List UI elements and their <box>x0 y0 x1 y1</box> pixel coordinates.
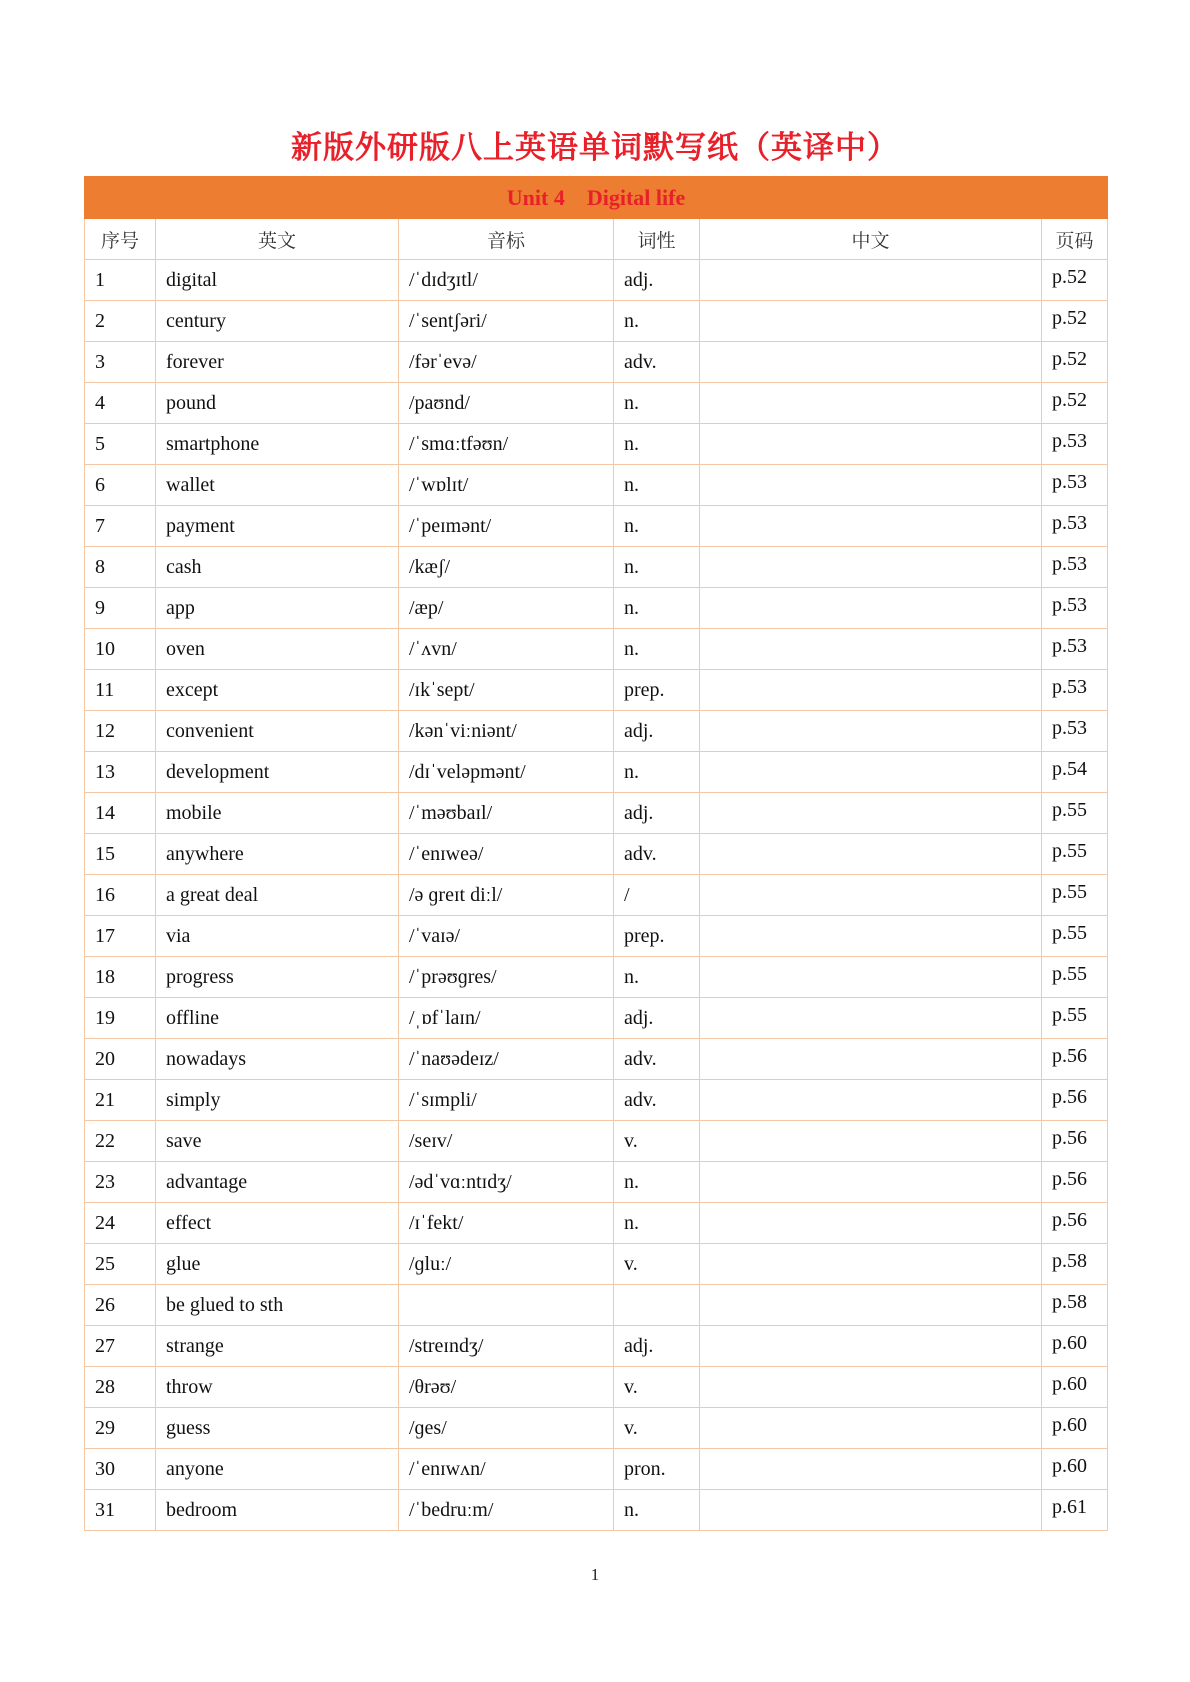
cell-chinese-answer[interactable] <box>700 383 1042 424</box>
cell-english: save <box>156 1121 399 1162</box>
cell-part-of-speech: v. <box>614 1244 700 1285</box>
table-row <box>85 1285 1108 1326</box>
cell-phonetic: /ˈvaɪə/ <box>399 916 614 957</box>
cell-part-of-speech: v. <box>614 1408 700 1449</box>
cell-number: 7 <box>85 506 156 547</box>
cell-chinese-answer[interactable] <box>700 998 1042 1039</box>
cell-part-of-speech: n. <box>614 547 700 588</box>
cell-english: guess <box>156 1408 399 1449</box>
cell-english: mobile <box>156 793 399 834</box>
cell-page: p.53 <box>1042 506 1108 547</box>
cell-english: throw <box>156 1367 399 1408</box>
cell-chinese-answer[interactable] <box>700 260 1042 301</box>
cell-phonetic: /ədˈvɑːntɪdʒ/ <box>399 1162 614 1203</box>
cell-chinese-answer[interactable] <box>700 1408 1042 1449</box>
cell-page: p.52 <box>1042 383 1108 424</box>
header-phonetic: 音标 <box>399 219 614 260</box>
cell-page: p.55 <box>1042 834 1108 875</box>
table-row <box>85 998 1108 1039</box>
cell-english: bedroom <box>156 1490 399 1531</box>
table-row <box>85 301 1108 342</box>
cell-number: 24 <box>85 1203 156 1244</box>
cell-english: glue <box>156 1244 399 1285</box>
table-row <box>85 506 1108 547</box>
cell-chinese-answer[interactable] <box>700 1449 1042 1490</box>
cell-part-of-speech: n. <box>614 752 700 793</box>
cell-part-of-speech: n. <box>614 588 700 629</box>
cell-phonetic: /ˈenɪweə/ <box>399 834 614 875</box>
cell-page: p.56 <box>1042 1121 1108 1162</box>
cell-part-of-speech: n. <box>614 383 700 424</box>
cell-chinese-answer[interactable] <box>700 1326 1042 1367</box>
header-part-of-speech: 词性 <box>614 219 700 260</box>
cell-part-of-speech: prep. <box>614 916 700 957</box>
cell-english: oven <box>156 629 399 670</box>
cell-phonetic: /ˈdɪdʒɪtl/ <box>399 260 614 301</box>
cell-phonetic: /paʊnd/ <box>399 383 614 424</box>
cell-english: progress <box>156 957 399 998</box>
cell-part-of-speech: n. <box>614 1203 700 1244</box>
cell-number: 14 <box>85 793 156 834</box>
table-row <box>85 793 1108 834</box>
cell-chinese-answer[interactable] <box>700 506 1042 547</box>
cell-page: p.56 <box>1042 1039 1108 1080</box>
cell-chinese-answer[interactable] <box>700 1285 1042 1326</box>
cell-number: 16 <box>85 875 156 916</box>
cell-page: p.60 <box>1042 1408 1108 1449</box>
cell-chinese-answer[interactable] <box>700 670 1042 711</box>
cell-number: 28 <box>85 1367 156 1408</box>
cell-english: convenient <box>156 711 399 752</box>
cell-page: p.53 <box>1042 711 1108 752</box>
cell-chinese-answer[interactable] <box>700 1244 1042 1285</box>
cell-part-of-speech: adj. <box>614 1326 700 1367</box>
cell-part-of-speech: v. <box>614 1121 700 1162</box>
cell-phonetic: /streɪndʒ/ <box>399 1326 614 1367</box>
table-row <box>85 916 1108 957</box>
cell-page: p.60 <box>1042 1449 1108 1490</box>
cell-chinese-answer[interactable] <box>700 1203 1042 1244</box>
cell-chinese-answer[interactable] <box>700 547 1042 588</box>
cell-number: 12 <box>85 711 156 752</box>
table-row <box>85 711 1108 752</box>
cell-page: p.53 <box>1042 465 1108 506</box>
cell-english: century <box>156 301 399 342</box>
cell-phonetic: /ˈnaʊədeɪz/ <box>399 1039 614 1080</box>
cell-phonetic: /ˈbedruːm/ <box>399 1490 614 1531</box>
table-row <box>85 629 1108 670</box>
cell-english: offline <box>156 998 399 1039</box>
cell-page: p.52 <box>1042 342 1108 383</box>
cell-part-of-speech: n. <box>614 424 700 465</box>
cell-chinese-answer[interactable] <box>700 1080 1042 1121</box>
cell-part-of-speech: n. <box>614 301 700 342</box>
table-row <box>85 260 1108 301</box>
cell-phonetic: /ɪkˈsept/ <box>399 670 614 711</box>
cell-part-of-speech: adj. <box>614 998 700 1039</box>
cell-chinese-answer[interactable] <box>700 957 1042 998</box>
table-row <box>85 1162 1108 1203</box>
cell-phonetic: /ə ɡreɪt diːl/ <box>399 875 614 916</box>
column-header-row <box>85 219 1108 260</box>
table-row <box>85 752 1108 793</box>
cell-chinese-answer[interactable] <box>700 752 1042 793</box>
table-row <box>85 957 1108 998</box>
cell-phonetic: /ˈməʊbaɪl/ <box>399 793 614 834</box>
cell-english: anyone <box>156 1449 399 1490</box>
cell-english: via <box>156 916 399 957</box>
cell-chinese-answer[interactable] <box>700 465 1042 506</box>
cell-english: payment <box>156 506 399 547</box>
vocabulary-table <box>84 176 1108 1531</box>
cell-number: 18 <box>85 957 156 998</box>
cell-page: p.58 <box>1042 1285 1108 1326</box>
cell-number: 13 <box>85 752 156 793</box>
cell-phonetic: /ˈsentʃəri/ <box>399 301 614 342</box>
cell-number: 15 <box>85 834 156 875</box>
cell-number: 4 <box>85 383 156 424</box>
cell-english: forever <box>156 342 399 383</box>
cell-number: 11 <box>85 670 156 711</box>
table-row <box>85 383 1108 424</box>
header-chinese: 中文 <box>700 219 1042 260</box>
cell-page: p.53 <box>1042 670 1108 711</box>
cell-part-of-speech: n. <box>614 1490 700 1531</box>
cell-english: digital <box>156 260 399 301</box>
cell-part-of-speech <box>614 1285 700 1326</box>
cell-phonetic: /æp/ <box>399 588 614 629</box>
cell-number: 29 <box>85 1408 156 1449</box>
cell-chinese-answer[interactable] <box>700 875 1042 916</box>
cell-phonetic: /ˈsɪmpli/ <box>399 1080 614 1121</box>
cell-number: 1 <box>85 260 156 301</box>
table-row <box>85 588 1108 629</box>
document-title: 新版外研版八上英语单词默写纸（英译中） <box>291 130 899 166</box>
cell-chinese-answer[interactable] <box>700 424 1042 465</box>
cell-page: p.56 <box>1042 1080 1108 1121</box>
header-page: 页码 <box>1042 219 1108 260</box>
cell-page: p.56 <box>1042 1203 1108 1244</box>
cell-phonetic <box>399 1285 614 1326</box>
page-number: 1 <box>590 1565 600 1584</box>
table-row <box>85 342 1108 383</box>
cell-page: p.53 <box>1042 588 1108 629</box>
cell-part-of-speech: n. <box>614 1162 700 1203</box>
cell-page: p.55 <box>1042 793 1108 834</box>
cell-part-of-speech: adj. <box>614 793 700 834</box>
cell-part-of-speech: n. <box>614 957 700 998</box>
cell-part-of-speech: / <box>614 875 700 916</box>
cell-english: app <box>156 588 399 629</box>
cell-phonetic: /ˈsmɑːtfəʊn/ <box>399 424 614 465</box>
cell-phonetic: /ɡluː/ <box>399 1244 614 1285</box>
cell-part-of-speech: adv. <box>614 1080 700 1121</box>
cell-page: p.53 <box>1042 629 1108 670</box>
table-row <box>85 465 1108 506</box>
cell-phonetic: /fərˈevə/ <box>399 342 614 383</box>
cell-phonetic: /ˈprəʊɡres/ <box>399 957 614 998</box>
cell-phonetic: /seɪv/ <box>399 1121 614 1162</box>
table-row <box>85 1367 1108 1408</box>
cell-phonetic: /ˈʌvn/ <box>399 629 614 670</box>
cell-number: 6 <box>85 465 156 506</box>
cell-english: smartphone <box>156 424 399 465</box>
cell-part-of-speech: n. <box>614 629 700 670</box>
cell-page: p.52 <box>1042 301 1108 342</box>
cell-chinese-answer[interactable] <box>700 916 1042 957</box>
table-row <box>85 1490 1108 1531</box>
cell-number: 31 <box>85 1490 156 1531</box>
cell-chinese-answer[interactable] <box>700 1039 1042 1080</box>
cell-english: effect <box>156 1203 399 1244</box>
header-number: 序号 <box>85 219 156 260</box>
cell-page: p.52 <box>1042 260 1108 301</box>
cell-chinese-answer[interactable] <box>700 342 1042 383</box>
cell-english: advantage <box>156 1162 399 1203</box>
cell-english: anywhere <box>156 834 399 875</box>
cell-part-of-speech: prep. <box>614 670 700 711</box>
table-row <box>85 1244 1108 1285</box>
cell-part-of-speech: n. <box>614 506 700 547</box>
cell-english: simply <box>156 1080 399 1121</box>
cell-part-of-speech: pron. <box>614 1449 700 1490</box>
cell-page: p.53 <box>1042 424 1108 465</box>
table-row <box>85 1408 1108 1449</box>
cell-number: 9 <box>85 588 156 629</box>
table-row <box>85 547 1108 588</box>
table-row <box>85 875 1108 916</box>
cell-phonetic: /ˈenɪwʌn/ <box>399 1449 614 1490</box>
cell-number: 2 <box>85 301 156 342</box>
cell-page: p.53 <box>1042 547 1108 588</box>
cell-part-of-speech: adv. <box>614 342 700 383</box>
cell-english: pound <box>156 383 399 424</box>
cell-number: 30 <box>85 1449 156 1490</box>
cell-english: except <box>156 670 399 711</box>
cell-chinese-answer[interactable] <box>700 834 1042 875</box>
cell-chinese-answer[interactable] <box>700 711 1042 752</box>
cell-chinese-answer[interactable] <box>700 588 1042 629</box>
cell-page: p.55 <box>1042 998 1108 1039</box>
cell-part-of-speech: adj. <box>614 260 700 301</box>
cell-number: 5 <box>85 424 156 465</box>
cell-number: 3 <box>85 342 156 383</box>
cell-phonetic: /ˈwɒlɪt/ <box>399 465 614 506</box>
cell-page: p.55 <box>1042 957 1108 998</box>
cell-english: a great deal <box>156 875 399 916</box>
cell-english: strange <box>156 1326 399 1367</box>
cell-number: 27 <box>85 1326 156 1367</box>
cell-page: p.60 <box>1042 1367 1108 1408</box>
table-row <box>85 670 1108 711</box>
cell-english: cash <box>156 547 399 588</box>
cell-phonetic: /ˈpeɪmənt/ <box>399 506 614 547</box>
cell-page: p.55 <box>1042 916 1108 957</box>
table-row <box>85 1039 1108 1080</box>
cell-chinese-answer[interactable] <box>700 629 1042 670</box>
cell-english: nowadays <box>156 1039 399 1080</box>
cell-number: 23 <box>85 1162 156 1203</box>
cell-part-of-speech: n. <box>614 465 700 506</box>
table-row <box>85 834 1108 875</box>
cell-part-of-speech: adv. <box>614 834 700 875</box>
cell-page: p.60 <box>1042 1326 1108 1367</box>
cell-number: 10 <box>85 629 156 670</box>
cell-page: p.58 <box>1042 1244 1108 1285</box>
cell-phonetic: /dɪˈveləpmənt/ <box>399 752 614 793</box>
unit-title: Unit 4 Digital life <box>85 177 1108 219</box>
cell-page: p.55 <box>1042 875 1108 916</box>
cell-number: 8 <box>85 547 156 588</box>
cell-phonetic: /kæʃ/ <box>399 547 614 588</box>
cell-page: p.54 <box>1042 752 1108 793</box>
table-row <box>85 424 1108 465</box>
cell-chinese-answer[interactable] <box>700 1121 1042 1162</box>
table-row <box>85 1326 1108 1367</box>
cell-number: 21 <box>85 1080 156 1121</box>
cell-phonetic: /ɡes/ <box>399 1408 614 1449</box>
cell-phonetic: /ˌɒfˈlaɪn/ <box>399 998 614 1039</box>
cell-part-of-speech: v. <box>614 1367 700 1408</box>
unit-header-row <box>85 177 1108 219</box>
cell-page: p.61 <box>1042 1490 1108 1531</box>
cell-part-of-speech: adv. <box>614 1039 700 1080</box>
cell-phonetic: /ɪˈfekt/ <box>399 1203 614 1244</box>
table-row <box>85 1203 1108 1244</box>
cell-page: p.56 <box>1042 1162 1108 1203</box>
cell-chinese-answer[interactable] <box>700 301 1042 342</box>
table-row <box>85 1080 1108 1121</box>
cell-english: be glued to sth <box>156 1285 399 1326</box>
cell-part-of-speech: adj. <box>614 711 700 752</box>
cell-english: wallet <box>156 465 399 506</box>
table-row <box>85 1449 1108 1490</box>
header-english: 英文 <box>156 219 399 260</box>
cell-number: 22 <box>85 1121 156 1162</box>
cell-phonetic: /kənˈviːniənt/ <box>399 711 614 752</box>
cell-number: 19 <box>85 998 156 1039</box>
cell-number: 25 <box>85 1244 156 1285</box>
cell-number: 17 <box>85 916 156 957</box>
cell-chinese-answer[interactable] <box>700 1162 1042 1203</box>
table-row <box>85 1121 1108 1162</box>
cell-number: 26 <box>85 1285 156 1326</box>
cell-number: 20 <box>85 1039 156 1080</box>
cell-chinese-answer[interactable] <box>700 1490 1042 1531</box>
cell-chinese-answer[interactable] <box>700 793 1042 834</box>
cell-english: development <box>156 752 399 793</box>
cell-chinese-answer[interactable] <box>700 1367 1042 1408</box>
cell-phonetic: /θrəʊ/ <box>399 1367 614 1408</box>
